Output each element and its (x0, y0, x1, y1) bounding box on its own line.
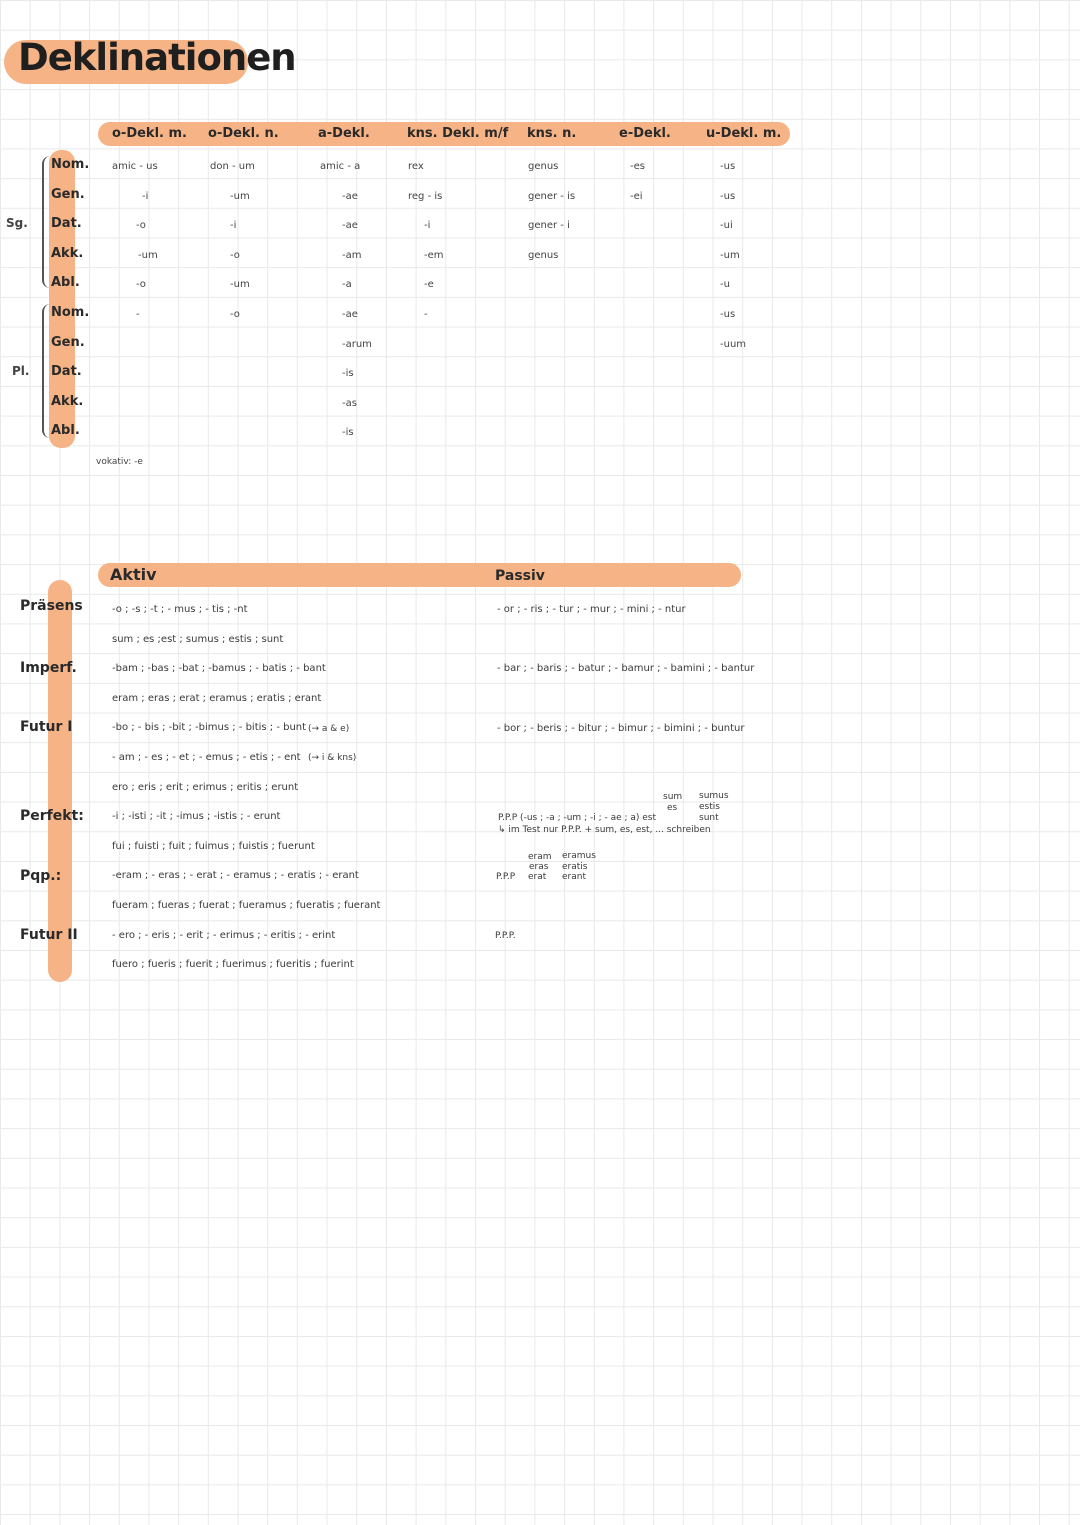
declension-cell: rex (408, 161, 424, 172)
declension-cell: -ae (342, 190, 358, 202)
tense-label: Pqp.: (20, 868, 62, 884)
passiv-row: - bar ; - baris ; - batur ; - bamur ; - bamini ; - bantur (497, 663, 755, 674)
declension-cell: -as (342, 397, 357, 409)
case-label: Akk. (51, 393, 84, 409)
aktiv-row: eram ; eras ; erat ; eramus ; eratis ; erant (112, 692, 322, 704)
declension-header: kns. Dekl. m/f (407, 126, 509, 141)
case-label: Dat. (51, 364, 82, 380)
aktiv-row: -bam ; -bas ; -bat ; -bamus ; - batis ; - bant (112, 663, 326, 675)
aktiv-row: ero ; eris ; erit ; erimus ; eritis ; erunt (112, 781, 299, 793)
sumus-form: sumus (699, 791, 729, 801)
aktiv-row: - ero ; - eris ; - erit ; - erimus ; - eritis ; - erint (112, 929, 336, 941)
plural-brace (42, 304, 50, 438)
tense-column-bar (48, 580, 72, 982)
declension-cell: -is (342, 368, 354, 380)
perfekt-passiv-ppp: P.P.P (-us ; -a ; -um ; -i ; - ae ; a) est (498, 813, 657, 823)
erat-form: erat (528, 872, 547, 882)
declension-cell: don - um (210, 161, 255, 172)
declension-cell: -a (342, 279, 352, 291)
tense-label: Imperf. (20, 660, 77, 676)
declension-cell: -i (424, 220, 431, 232)
case-label: Dat. (51, 216, 82, 232)
declension-cell: genus (528, 249, 559, 261)
declension-header: u-Dekl. m. (706, 126, 782, 141)
declension-cell: -us (720, 190, 736, 202)
sum-form: sum (663, 792, 683, 802)
conjugation-header-bar (98, 563, 741, 587)
declension-cell: -e (424, 279, 434, 291)
aktiv-row: fui ; fuisti ; fuit ; fuimus ; fuistis ; fuerunt (112, 840, 315, 852)
passiv-heading: Passiv (495, 568, 545, 584)
declension-header: o-Dekl. n. (208, 126, 279, 141)
declension-cell: -us (720, 309, 736, 320)
futur2-passiv-ppp: P.P.P. (495, 931, 516, 941)
futur-note-a-e: (→ a & e) (308, 724, 350, 734)
aktiv-row: -eram ; - eras ; - erat ; - eramus ; - eratis ; - erant (112, 870, 359, 882)
aktiv-heading: Aktiv (110, 565, 157, 584)
tense-label: Futur II (20, 927, 78, 943)
declension-cell: -uum (720, 338, 747, 350)
declension-cell: - (424, 309, 428, 320)
tense-label: Futur I (20, 719, 73, 735)
declension-header: e-Dekl. (619, 126, 671, 141)
declension-cell: reg - is (408, 190, 443, 202)
case-label: Nom. (51, 157, 90, 172)
declension-cell: amic - a (320, 161, 361, 172)
case-label: Nom. (51, 305, 90, 320)
case-label: Gen. (51, 334, 85, 350)
declension-cell: -o (230, 249, 240, 261)
aktiv-row: fueram ; fueras ; fuerat ; fueramus ; fueratis ; fuerant (112, 900, 381, 911)
page-title: Deklinationen (18, 36, 296, 79)
declension-cell: -u (720, 279, 730, 291)
case-label: Gen. (51, 186, 85, 202)
case-label: Akk. (51, 245, 84, 261)
es-form: es (667, 803, 678, 813)
declension-cell: -i (142, 190, 149, 202)
declension-cell: -us (720, 161, 736, 172)
singular-label: Sg. (6, 216, 28, 230)
declension-cell: -o (230, 309, 240, 320)
case-label: Abl. (51, 423, 80, 439)
sunt-form: sunt (699, 813, 719, 823)
pqp-ppp-label: P.P.P (496, 872, 516, 882)
declension-cell: -am (342, 249, 362, 261)
declension-cell: -em (424, 249, 444, 261)
passiv-row: - bor ; - beris ; - bitur ; - bimur ; - bimini ; - buntur (497, 723, 745, 734)
declension-header: kns. n. (527, 126, 577, 141)
vokativ-note: vokativ: -e (96, 457, 143, 467)
declension-cell: -ae (342, 309, 358, 320)
declension-cell: -o (136, 220, 146, 232)
case-label: Abl. (51, 275, 80, 291)
aktiv-row: -i ; -isti ; -it ; -imus ; -istis ; - erunt (112, 811, 281, 823)
plural-label: Pl. (12, 364, 30, 378)
declension-cell: amic - us (112, 161, 158, 172)
declension-header: o-Dekl. m. (112, 126, 187, 141)
eram-form: eram (528, 852, 552, 862)
tense-label: Präsens (20, 598, 83, 614)
declension-cell: gener - i (528, 220, 570, 232)
tense-label: Perfekt: (20, 808, 84, 824)
declension-cell: -i (230, 220, 237, 232)
declension-cell: -um (230, 279, 250, 291)
declension-cell: -um (138, 249, 158, 261)
declension-cell: -ui (720, 220, 733, 232)
declension-cell: -es (630, 161, 645, 172)
singular-brace (42, 156, 50, 288)
declension-header: a-Dekl. (318, 126, 370, 141)
declension-cell: -o (136, 279, 146, 291)
declension-cell: genus (528, 161, 559, 172)
declension-cell: - (136, 309, 140, 320)
aktiv-row: fuero ; fueris ; fuerit ; fuerimus ; fueritis ; fuerint (112, 959, 354, 971)
declension-cell: -ei (630, 190, 643, 202)
declension-cell: gener - is (528, 190, 576, 202)
erant-form: erant (562, 872, 586, 882)
eramus-form: eramus (562, 851, 596, 861)
declension-cell: -um (230, 190, 250, 202)
passiv-row: - or ; - ris ; - tur ; - mur ; - mini ; - ntur (497, 604, 686, 615)
estis-form: estis (699, 802, 720, 812)
declension-cell: -um (720, 249, 740, 261)
eratis-form: eratis (562, 862, 588, 872)
perfekt-passiv-note: ↳ im Test nur P.P.P. + sum, es, est, ... schreiben (498, 825, 711, 835)
declension-cell: -arum (342, 338, 372, 350)
futur-note-i-kns: (→ i & kns) (308, 753, 357, 763)
aktiv-row: -bo ; - bis ; -bit ; -bimus ; - bitis ; - bunt (112, 722, 307, 734)
eras-form: eras (529, 862, 549, 872)
aktiv-row: sum ; es ;est ; sumus ; estis ; sunt (112, 633, 284, 645)
declension-cell: -ae (342, 220, 358, 232)
aktiv-row: -o ; -s ; -t ; - mus ; - tis ; -nt (112, 604, 248, 615)
aktiv-row: - am ; - es ; - et ; - emus ; - etis ; - ent (112, 752, 301, 763)
declension-cell: -is (342, 427, 354, 439)
